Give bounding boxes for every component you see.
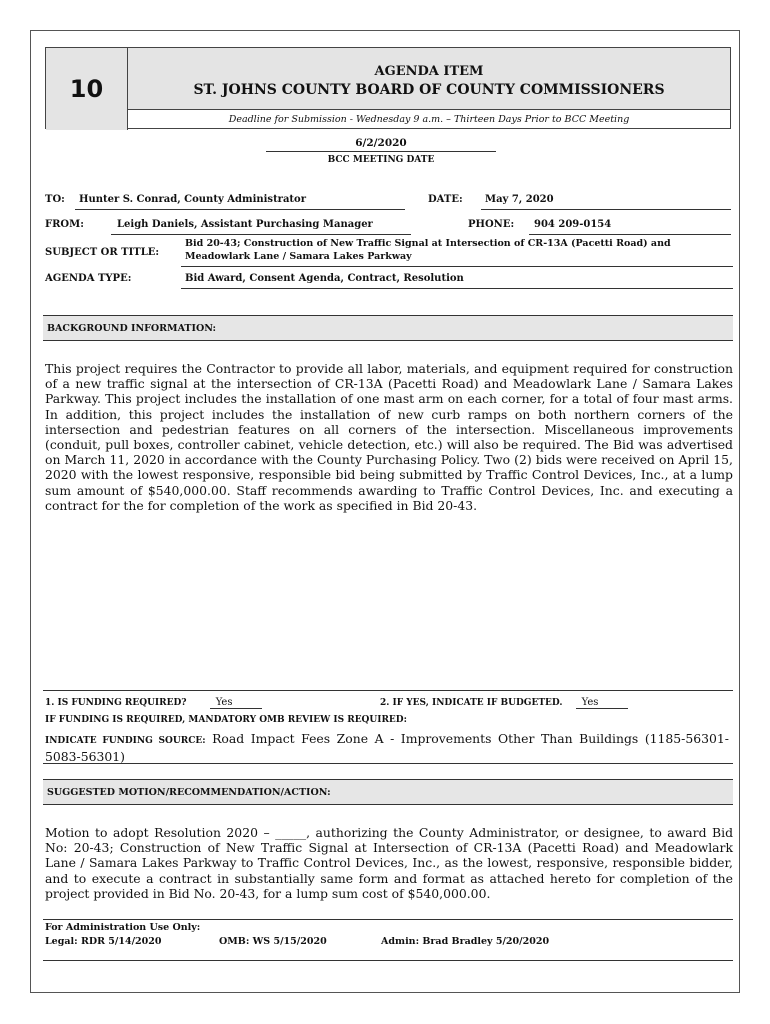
header-title-box <box>128 48 730 110</box>
date-label: DATE: <box>428 194 463 205</box>
date-underline <box>481 209 731 210</box>
meeting-date-block <box>266 135 496 168</box>
admin-heading: For Administration Use Only: <box>45 922 201 933</box>
funding-required-label: 1. IS FUNDING REQUIRED? <box>45 698 187 708</box>
funding-question-1 <box>45 697 262 709</box>
to-label: TO: <box>45 194 65 205</box>
motion-text: Motion to adopt Resolution 2020 – _____, authorizing the County Administrator, or designee, to award Bid No: 20-43; Construction of New Traffic Signal at Intersection of CR-13A (Pacetti Road) and Meadowlark Lane / Samara Lakes Parkway to Traffic Control Devices, Inc., as the lowest, responsive, responsible bidder, and to execute a contract in substantially same form and format as attached hereto for completion of the project provided in Bid No. 20-43, for a lump sum cost of $540,000.00. <box>45 825 733 901</box>
submission-deadline: Deadline for Submission - Wednesday 9 a.m. – Thirteen Days Prior to BCC Meeting <box>228 114 630 125</box>
agenda-type-value: Bid Award, Consent Agenda, Contract, Resolution <box>185 273 464 284</box>
agenda-item-number: 10 <box>46 48 128 130</box>
phone-label: PHONE: <box>468 219 515 230</box>
background-text: This project requires the Contractor to provide all labor, materials, and equipment required for construction of a new traffic signal at the intersection of CR-13A (Pacetti Road) and Meadowlark Lane / Samara Lakes Parkway. This project includes the installation of one mast arm on each corner, for a total of four mast arms. In addition, this project includes the installation of new curb ramps on both northern corners of the intersection and pedestrian features on all corners of the intersection. Miscellaneous improvements (conduit, pull boxes, controller cabinet, vehicle detection, etc.) will also be required. The Bid was advertised on March 11, 2020 in accordance with the County Purchasing Policy. Two (2) bids were received on April 15, 2020 with the lowest responsive, responsible bid being submitted by Traffic Control Devices, Inc., at a lump sum amount of $540,000.00. Staff recommends awarding to Traffic Control Devices, Inc. and executing a contract for the for completion of the work as specified in Bid 20-43. <box>45 361 733 513</box>
budgeted-answer: Yes <box>576 697 628 709</box>
funding-source <box>45 731 729 764</box>
agenda-page <box>30 30 740 993</box>
header-title-line1: AGENDA ITEM <box>374 64 484 79</box>
meeting-date-label: BCC MEETING DATE <box>327 155 435 165</box>
meeting-date: 6/2/2020 <box>266 135 496 152</box>
omb-review-note: IF FUNDING IS REQUIRED, MANDATORY OMB REVIEW IS REQUIRED: <box>45 715 407 725</box>
header-title-line2: ST. JOHNS COUNTY BOARD OF COUNTY COMMISSIONERS <box>193 82 665 98</box>
to-underline <box>75 209 405 210</box>
phone-value: 904 209-0154 <box>534 219 612 230</box>
date-value: May 7, 2020 <box>485 194 554 205</box>
legal-signoff: Legal: RDR 5/14/2020 <box>45 936 162 947</box>
funding-source-label: INDICATE FUNDING SOURCE: <box>45 736 206 746</box>
omb-signoff: OMB: WS 5/15/2020 <box>219 936 327 947</box>
agenda-type-underline <box>181 288 733 289</box>
to-value: Hunter S. Conrad, County Administrator <box>79 194 306 205</box>
background-heading: BACKGROUND INFORMATION: <box>43 315 733 341</box>
funding-question-2 <box>380 697 628 709</box>
subject-line2: Meadowlark Lane / Samara Lakes Parkway <box>185 251 412 262</box>
administration-section <box>43 919 733 961</box>
subject-underline <box>181 266 733 267</box>
admin-signoff: Admin: Brad Bradley 5/20/2020 <box>381 936 550 947</box>
funding-source-value: Road Impact Fees Zone A - Improvements Other Than Buildings (1185-56301-5083-56301) <box>45 731 729 764</box>
funding-section <box>43 690 733 764</box>
agenda-header <box>45 47 731 129</box>
phone-underline <box>529 234 731 235</box>
budgeted-label: 2. IF YES, INDICATE IF BUDGETED. <box>380 698 563 708</box>
agenda-type-label: AGENDA TYPE: <box>45 273 132 284</box>
subject-line1: Bid 20-43; Construction of New Traffic Signal at Intersection of CR-13A (Pacetti Road) and <box>185 238 671 249</box>
funding-required-answer: Yes <box>210 697 262 709</box>
from-value: Leigh Daniels, Assistant Purchasing Manager <box>117 219 373 230</box>
subject-label: SUBJECT OR TITLE: <box>45 247 160 258</box>
from-label: FROM: <box>45 219 84 230</box>
from-underline <box>111 234 411 235</box>
motion-heading: SUGGESTED MOTION/RECOMMENDATION/ACTION: <box>43 779 733 805</box>
